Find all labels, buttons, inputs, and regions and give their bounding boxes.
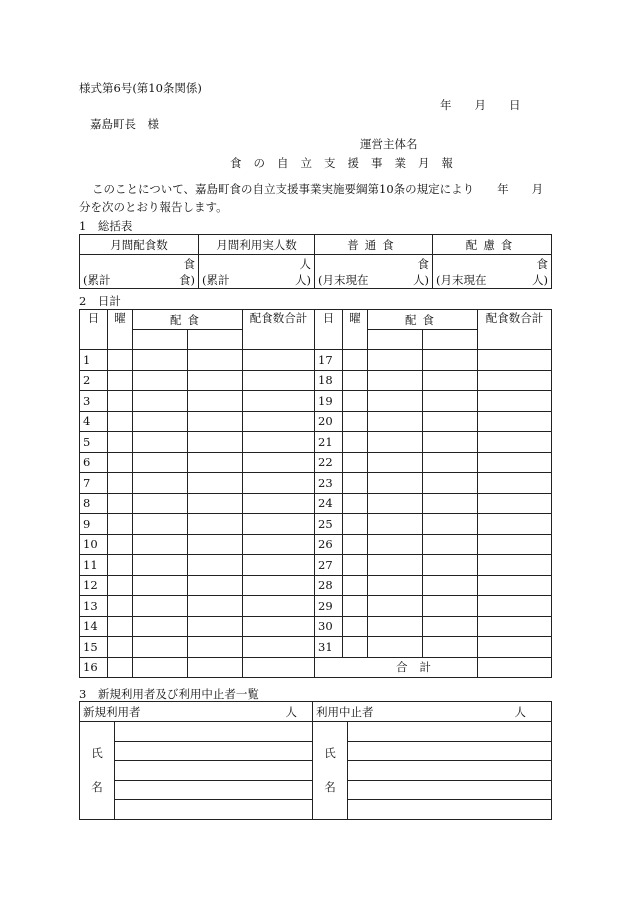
day-number: 22 [315,452,343,473]
col-total-left: 配食数合計 [243,310,315,350]
operator-name-label: 運営主体名 [360,137,418,151]
delivery-cell[interactable] [368,616,423,637]
day-number: 9 [80,514,108,535]
delivery-cell[interactable] [133,657,188,678]
weekday-cell[interactable] [108,473,133,494]
delivery-cell[interactable] [368,473,423,494]
day-number: 30 [315,616,343,637]
weekday-cell[interactable] [108,391,133,412]
users-heading: 3 新規利用者及び利用中止者一覧 [79,687,259,701]
delivery-cell[interactable] [188,637,243,658]
weekday-cell[interactable] [108,616,133,637]
day-number: 13 [80,596,108,617]
day-number: 5 [80,432,108,453]
total-cell[interactable] [243,534,315,555]
weekday-cell[interactable] [108,534,133,555]
delivery-cell[interactable] [423,473,478,494]
delivery-cell[interactable] [133,432,188,453]
document-title: 食の自立支援事業月報 [230,156,465,170]
weekday-cell[interactable] [343,596,368,617]
total-cell[interactable] [478,555,552,576]
daily-row [80,555,552,576]
weekday-cell[interactable] [343,616,368,637]
day-number: 14 [80,616,108,637]
daily-row [80,596,552,617]
delivery-cell[interactable] [188,432,243,453]
delivery-cell[interactable] [368,391,423,412]
grand-total-cell[interactable] [478,657,552,678]
day-number: 19 [315,391,343,412]
day-number: 23 [315,473,343,494]
daily-row [80,370,552,391]
stopped-user-name-field[interactable] [348,800,552,820]
day-number: 6 [80,452,108,473]
summary-table [79,234,552,289]
new-users-name-label: 氏 名 [80,722,115,820]
delivery-cell[interactable] [423,596,478,617]
delivery-cell[interactable] [133,473,188,494]
cell-monthly-meals[interactable]: 食 (累計 食) [80,255,199,289]
weekday-cell[interactable] [108,596,133,617]
delivery-cell[interactable] [368,411,423,432]
col-day-left: 日 [80,310,108,350]
delivery-cell[interactable] [188,391,243,412]
delivery-cell[interactable] [133,452,188,473]
new-user-name-field[interactable] [115,722,313,742]
new-user-name-field[interactable] [115,761,313,781]
daily-row [80,657,552,678]
delivery-cell[interactable] [423,391,478,412]
delivery-cell[interactable] [188,555,243,576]
total-cell[interactable] [243,657,315,678]
stopped-users-name-label: 氏 名 [313,722,348,820]
total-cell[interactable] [243,411,315,432]
delivery-cell[interactable] [423,370,478,391]
delivery-cell[interactable] [133,637,188,658]
total-cell[interactable] [478,452,552,473]
day-number: 1 [80,350,108,371]
total-cell[interactable] [478,596,552,617]
col-delivery-right: 配食 [368,310,478,330]
weekday-cell[interactable] [343,432,368,453]
delivery-sub-left-b[interactable] [188,330,243,350]
delivery-cell[interactable] [133,370,188,391]
delivery-cell[interactable] [368,596,423,617]
total-cell[interactable] [243,473,315,494]
summary-heading: 1 総括表 [79,219,133,233]
col-day-right: 日 [315,310,343,350]
stopped-users-header: 利用中止者 人 [313,702,552,722]
delivery-cell[interactable] [133,411,188,432]
day-number: 26 [315,534,343,555]
new-user-name-field[interactable] [115,780,313,800]
cell-special-meal[interactable]: 食 (月末現在 人) [433,255,552,289]
weekday-cell[interactable] [108,514,133,535]
stopped-user-name-field[interactable] [348,722,552,742]
weekday-cell[interactable] [343,637,368,658]
new-user-name-field[interactable] [115,800,313,820]
user-row [80,722,552,742]
delivery-cell[interactable] [368,514,423,535]
delivery-cell[interactable] [423,493,478,514]
delivery-cell[interactable] [368,493,423,514]
delivery-cell[interactable] [423,637,478,658]
total-cell[interactable] [478,370,552,391]
delivery-cell[interactable] [423,575,478,596]
delivery-cell[interactable] [188,473,243,494]
weekday-cell[interactable] [108,575,133,596]
delivery-cell[interactable] [423,555,478,576]
day-number: 25 [315,514,343,535]
col-weekday-left: 曜 [108,310,133,350]
addressee: 嘉島町長 様 [90,117,159,131]
total-cell[interactable] [478,473,552,494]
weekday-cell[interactable] [343,370,368,391]
daily-row [80,411,552,432]
col-total-right: 配食数合計 [478,310,552,350]
delivery-cell[interactable] [188,350,243,371]
day-number: 29 [315,596,343,617]
delivery-cell[interactable] [133,534,188,555]
total-cell[interactable] [243,370,315,391]
total-cell[interactable] [243,596,315,617]
new-users-header: 新規利用者 人 [80,702,313,722]
delivery-cell[interactable] [188,493,243,514]
daily-row [80,514,552,535]
weekday-cell[interactable] [108,432,133,453]
weekday-cell[interactable] [343,411,368,432]
total-cell[interactable] [243,575,315,596]
delivery-cell[interactable] [368,575,423,596]
cell-normal-meal[interactable]: 食 (月末現在 人) [315,255,433,289]
delivery-cell[interactable] [423,350,478,371]
day-number: 20 [315,411,343,432]
day-number: 27 [315,555,343,576]
col-delivery-left: 配食 [133,310,243,330]
col-weekday-right: 曜 [343,310,368,350]
daily-row [80,473,552,494]
daily-row [80,616,552,637]
col-monthly-meals: 月間配食数 [80,235,199,255]
day-number: 8 [80,493,108,514]
total-cell[interactable] [243,637,315,658]
daily-heading: 2 日計 [79,294,121,308]
total-cell[interactable] [243,555,315,576]
delivery-cell[interactable] [423,514,478,535]
delivery-sub-right-a[interactable] [368,330,423,350]
day-number: 2 [80,370,108,391]
total-cell[interactable] [243,493,315,514]
delivery-cell[interactable] [423,534,478,555]
daily-row [80,391,552,412]
daily-row [80,534,552,555]
delivery-cell[interactable] [188,411,243,432]
total-cell[interactable] [243,616,315,637]
stopped-user-name-field[interactable] [348,780,552,800]
delivery-cell[interactable] [133,391,188,412]
delivery-cell[interactable] [188,452,243,473]
weekday-cell[interactable] [108,657,133,678]
day-number: 16 [80,657,108,678]
delivery-cell[interactable] [188,657,243,678]
users-table [79,701,552,820]
col-monthly-users: 月間利用実人数 [199,235,315,255]
cell-monthly-users[interactable]: 人 (累計 人) [199,255,315,289]
day-number: 17 [315,350,343,371]
weekday-cell[interactable] [108,555,133,576]
delivery-cell[interactable] [368,555,423,576]
delivery-cell[interactable] [133,575,188,596]
delivery-cell[interactable] [133,350,188,371]
total-cell[interactable] [478,534,552,555]
daily-row [80,575,552,596]
delivery-cell[interactable] [133,596,188,617]
total-cell[interactable] [243,514,315,535]
daily-row [80,452,552,473]
grand-total-label: 合計 [315,657,478,678]
total-cell[interactable] [243,432,315,453]
daily-row [80,637,552,658]
date-line: 年 月 日 [440,98,521,112]
day-number: 7 [80,473,108,494]
delivery-cell[interactable] [423,411,478,432]
delivery-cell[interactable] [368,350,423,371]
total-cell[interactable] [478,391,552,412]
daily-row [80,493,552,514]
day-number: 4 [80,411,108,432]
delivery-cell[interactable] [368,534,423,555]
weekday-cell[interactable] [108,493,133,514]
body-text-line1: このことについて、嘉島町食の自立支援事業実施要綱第10条の規定により 年 月 [92,182,544,196]
total-cell[interactable] [243,452,315,473]
delivery-cell[interactable] [133,493,188,514]
delivery-cell[interactable] [368,637,423,658]
weekday-cell[interactable] [108,452,133,473]
delivery-cell[interactable] [133,616,188,637]
delivery-cell[interactable] [423,616,478,637]
delivery-cell[interactable] [188,575,243,596]
weekday-cell[interactable] [343,575,368,596]
col-special-meal: 配慮食 [433,235,552,255]
day-number: 15 [80,637,108,658]
total-cell[interactable] [478,514,552,535]
delivery-cell[interactable] [133,514,188,535]
col-normal-meal: 普通食 [315,235,433,255]
delivery-sub-left-a[interactable] [133,330,188,350]
daily-row [80,432,552,453]
weekday-cell[interactable] [343,514,368,535]
weekday-cell[interactable] [343,473,368,494]
total-cell[interactable] [478,350,552,371]
delivery-cell[interactable] [188,514,243,535]
stopped-user-name-field[interactable] [348,761,552,781]
total-cell[interactable] [478,493,552,514]
day-number: 18 [315,370,343,391]
total-cell[interactable] [478,575,552,596]
form-number: 様式第6号(第10条関係) [79,81,202,95]
total-cell[interactable] [478,637,552,658]
day-number: 28 [315,575,343,596]
weekday-cell[interactable] [343,534,368,555]
total-cell[interactable] [243,350,315,371]
delivery-cell[interactable] [188,534,243,555]
new-user-name-field[interactable] [115,741,313,761]
day-number: 24 [315,493,343,514]
delivery-cell[interactable] [368,452,423,473]
weekday-cell[interactable] [343,452,368,473]
delivery-cell[interactable] [423,452,478,473]
total-cell[interactable] [478,432,552,453]
day-number: 21 [315,432,343,453]
weekday-cell[interactable] [343,493,368,514]
body-text-line2: 分を次のとおり報告します。 [79,200,228,214]
day-number: 11 [80,555,108,576]
weekday-cell[interactable] [108,637,133,658]
stopped-user-name-field[interactable] [348,741,552,761]
delivery-cell[interactable] [188,616,243,637]
daily-table [79,309,552,678]
day-number: 10 [80,534,108,555]
total-cell[interactable] [478,411,552,432]
weekday-cell[interactable] [108,411,133,432]
weekday-cell[interactable] [343,555,368,576]
delivery-cell[interactable] [188,596,243,617]
day-number: 31 [315,637,343,658]
delivery-cell[interactable] [133,555,188,576]
weekday-cell[interactable] [343,391,368,412]
weekday-cell[interactable] [343,350,368,371]
day-number: 12 [80,575,108,596]
daily-row [80,350,552,371]
delivery-cell[interactable] [368,432,423,453]
weekday-cell[interactable] [108,350,133,371]
day-number: 3 [80,391,108,412]
delivery-cell[interactable] [368,370,423,391]
delivery-cell[interactable] [423,432,478,453]
total-cell[interactable] [243,391,315,412]
total-cell[interactable] [478,616,552,637]
delivery-cell[interactable] [188,370,243,391]
weekday-cell[interactable] [108,370,133,391]
delivery-sub-right-b[interactable] [423,330,478,350]
